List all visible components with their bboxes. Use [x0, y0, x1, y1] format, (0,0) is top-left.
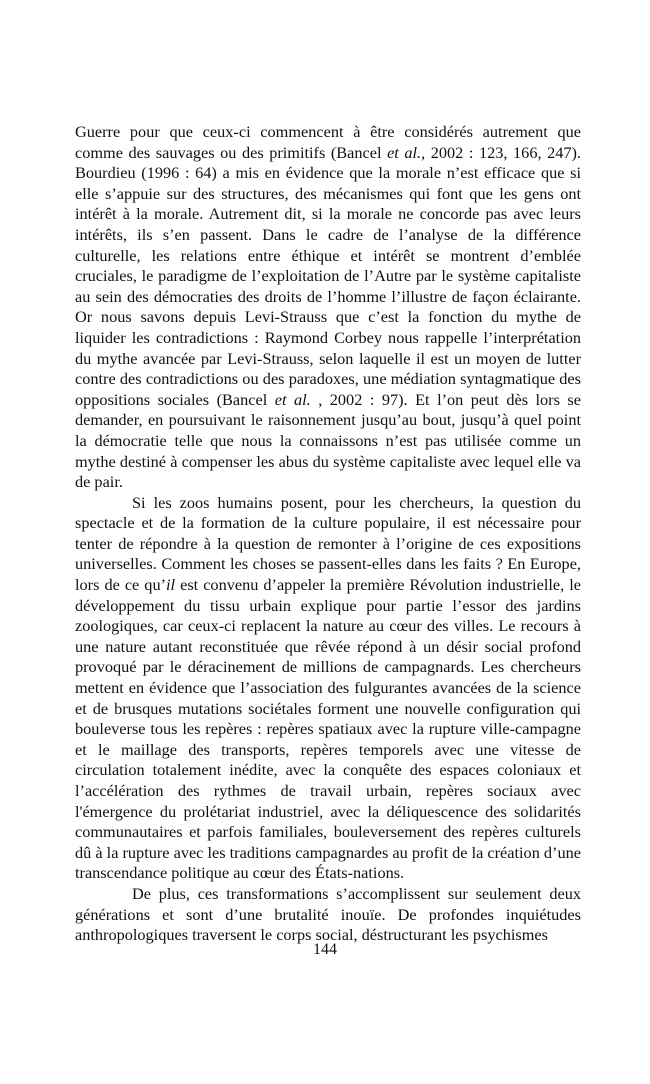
- paragraph-3: [75, 884, 581, 946]
- paragraph-1-text-c: , 2002 : 97). Et l’on peut dès lors se demander, en poursuivant le raisonnement jusqu’au bout, jusqu’à quel point la démocratie telle que nous la connaissons n’est pas utilisée comme un mythe destiné à compenser les abus du système capitaliste avec lequel elle va de pair.: [75, 389, 581, 492]
- paragraph-1: [75, 122, 581, 493]
- paragraph-1-text-a: Guerre pour que ceux-ci commencent à être considérés autrement que comme des sauvages ou des primitifs (Bancel: [75, 122, 581, 162]
- paragraph-2-text-b: est convenu d’appeler la première Révolution industrielle, le développement du tissu urbain explique pour partie l’essor des jardins zoologiques, car ceux-ci replacent la nature au cœur des villes. Le recours à une nature autant reconstituée que rêvée répond à un désir social profond provoqué par le déracinement de millions de campagnards. Les chercheurs mettent en évidence que l’association des fulgurantes avancées de la science et de brusques mutations sociétales forment une nouvelle configuration qui bouleverse tous les repères : repères spatiaux avec la rupture ville-campagne et le maillage des transports, repères temporels avec une vitesse de circulation totalement inédite, avec la conquête des espaces coloniaux et l’accélération des rythmes de travail urbain, repères sociaux avec l'émergence du prolétariat industriel, avec la déliquescence des solidarités communautaires et parfois familiales, bouleversement des repères culturels dû à la rupture avec les traditions campagnardes au profit de la création d’une transcendance politique au cœur des États-nations.: [75, 575, 581, 883]
- paragraph-2-italic-a: il: [166, 575, 176, 595]
- paragraph-1-italic-a: et al.,: [387, 142, 426, 162]
- paragraph-1-text-b: 2002 : 123, 166, 247). Bourdieu (1996 : 64) a mis en évidence que la morale n’est efficace que si elle s’appuie sur des structures, des mécanismes qui font que les gens ont intérêt à la morale. Autrement dit, si la morale ne concorde pas avec leurs intérêts, ils s’en passent. Dans le cadre de l’analyse de la différence culturelle, les relations entre éthique et intérêt se montrent d’emblée cruciales, le paradigme de l’exploitation de l’Autre par le système capitaliste au sein des démocraties des droits de l’homme l’illustre de façon éclairante. Or nous savons depuis Levi-Strauss que c’est la fonction du mythe de liquider les contradictions : Raymond Corbey nous rappelle l’interprétation du mythe avancée par Levi-Strauss, selon laquelle il est un moyen de lutter contre des contradictions ou des paradoxes, une médiation syntagmatique des oppositions sociales (Bancel: [75, 142, 582, 409]
- paragraph-3-text-a: De plus, ces transformations s’accomplissent sur seulement deux générations et sont d’une brutalité inouïe. De profondes inquiétudes anthropologiques traversent le corps social, déstructurant les psychismes: [75, 883, 581, 945]
- page-body: [75, 122, 581, 946]
- paragraph-2-text-a: Si les zoos humains posent, pour les chercheurs, la question du spectacle et de la formation de la culture populaire, il est nécessaire pour tenter de répondre à la question de remonter à l’origine de ces expositions universelles. Comment les choses se passent-elles dans les faits ? En Europe, lors de ce qu’: [75, 492, 581, 595]
- paragraph-2: [75, 493, 581, 884]
- paragraph-1-italic-b: et al.: [274, 389, 311, 409]
- page-number: 144: [313, 941, 337, 958]
